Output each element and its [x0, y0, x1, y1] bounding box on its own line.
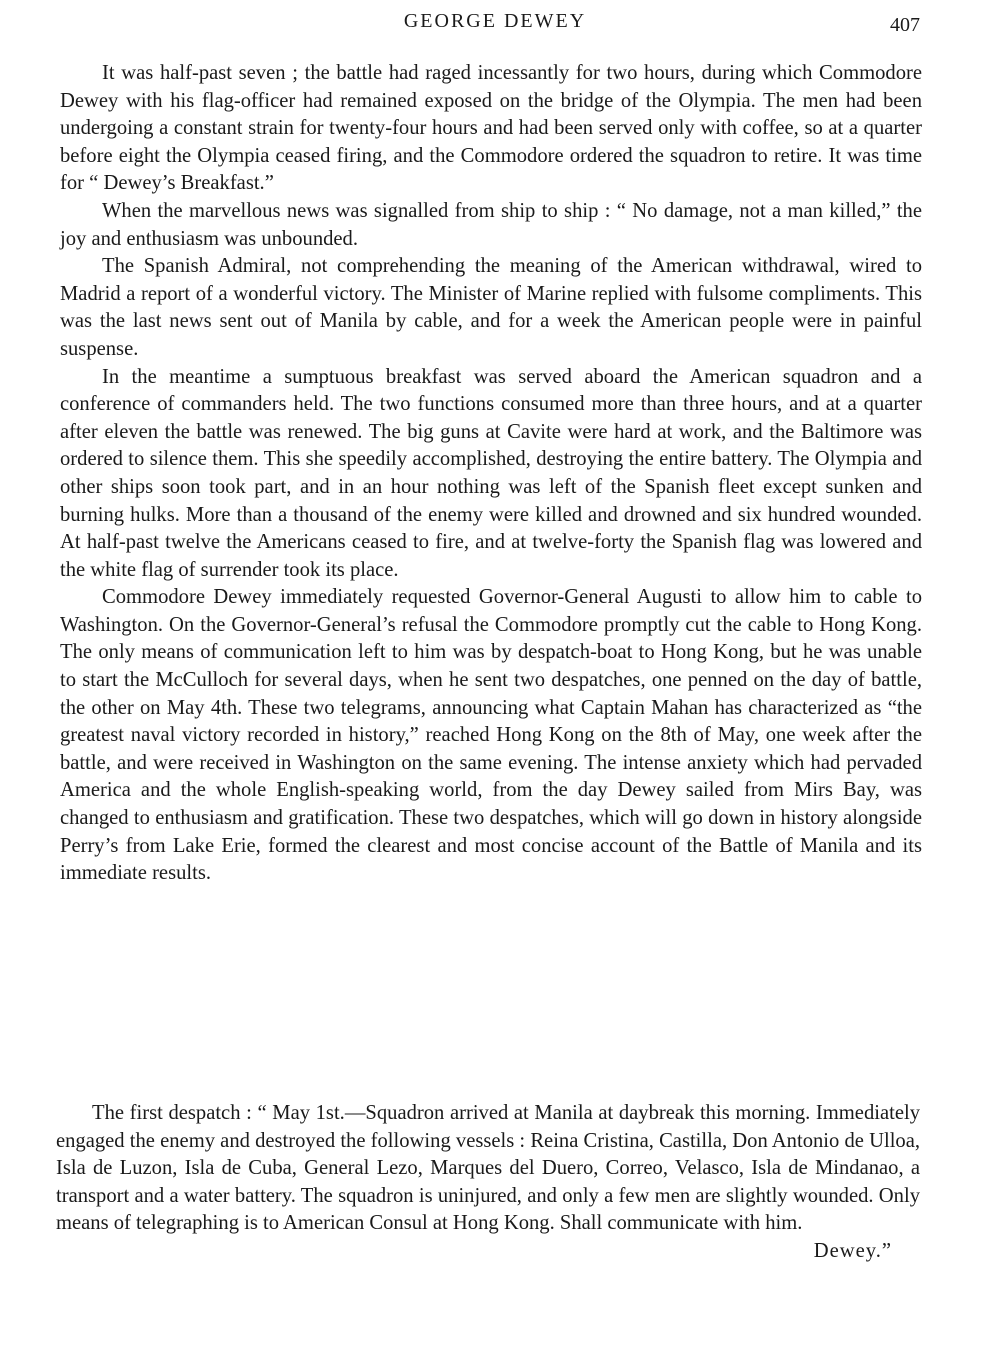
- paragraph-dewey-breakfast: It was half-past seven ; the battle had raged incessantly for two hours, during which Commodore Dewey with his flag-officer had remained exposed on the bridge of the Olympia. The men had been undergoing a constant strain for twenty-four hours and had been served only with coffee, so at a quarter before eight the Olympia ceased firing, and the Commodore ordered the squadron to retire. It was time for “ Dewey’s Breakfast.”: [60, 62, 922, 195]
- paragraph-battle-renewed: In the meantime a sumptuous breakfast was served aboard the American squadron and a conference of commanders held. The two functions consumed more than three hours, and at a quarter after eleven the battle was renewed. The big guns at Cavite were hard at work, and the Baltimore was ordered to silence them. This she speedily accomplished, destroying the entire battery. The Olympia and other ships soon took part, and in an hour nothing was left of the Spanish fleet except sunken and burning hulks. More than a thousand of the enemy were killed and drowned and six hundred wounded. At half-past twelve the Americans ceased to fire, and at twelve-forty the Spanish flag was lowered and the white flag of surrender took its place.: [60, 365, 922, 581]
- paragraph-spanish-admiral: The Spanish Admiral, not comprehending the meaning of the American withdrawal, wired to Madrid a report of a wonderful victory. The Minister of Marine replied with fulsome compliments. This was the last news sent out of Manila by cable, and for a week the American people were in painful suspense.: [60, 255, 922, 360]
- first-despatch-block: [56, 1100, 920, 1266]
- first-despatch-paragraph: [56, 1100, 920, 1262]
- paragraph-no-damage: When the marvellous news was signalled from ship to ship : “ No damage, not a man killed,” the joy and enthusiasm was unbounded.: [60, 199, 922, 250]
- body-text: [60, 60, 922, 888]
- running-title: GEORGE DEWEY: [403, 10, 587, 32]
- despatch-signature: Dewey.”: [813, 1239, 892, 1262]
- page-header: [60, 10, 930, 40]
- paragraph-cable-to-washington: Commodore Dewey immediately requested Governor-General Augusti to allow him to cable to Washington. On the Governor-General’s refusal the Commodore promptly cut the cable to Hong Kong. The only means of communication left to him was by despatch-boat to Hong Kong, but he was unable to start the McCulloch for several days, when he sent two despatches, one penned on the day of battle, the other on May 4th. These two telegrams, announcing what Captain Mahan has characterized as “the greatest naval victory recorded in history,” reached Hong Kong on the 8th of May, one week after the battle, and were received in Washington on the same evening. The intense anxiety which had pervaded America and the whole English-speaking world, from the day Dewey sailed from Mirs Bay, was changed to enthusiasm and gratification. These two despatches, which will go down in history alongside Perry’s from Lake Erie, formed the clearest and most concise account of the Battle of Manila and its immediate results.: [60, 586, 922, 885]
- first-despatch-text: The first despatch : “ May 1st.—Squadron arrived at Manila at daybreak this morning. Immediately engaged the enemy and destroyed the following vessels : Reina Cristina, Castilla, Don Antonio de Ulloa, Isla de Luzon, Isla de Cuba, General Lezo, Marques del Duero, Correo, Velasco, Isla de Mindanao, a transport and a water battery. The squadron is uninjured, and only a few men are slightly wounded. Only means of telegraphing is to American Consul at Hong Kong. Shall communicate with him.: [56, 1102, 920, 1235]
- page-number: 407: [890, 14, 920, 36]
